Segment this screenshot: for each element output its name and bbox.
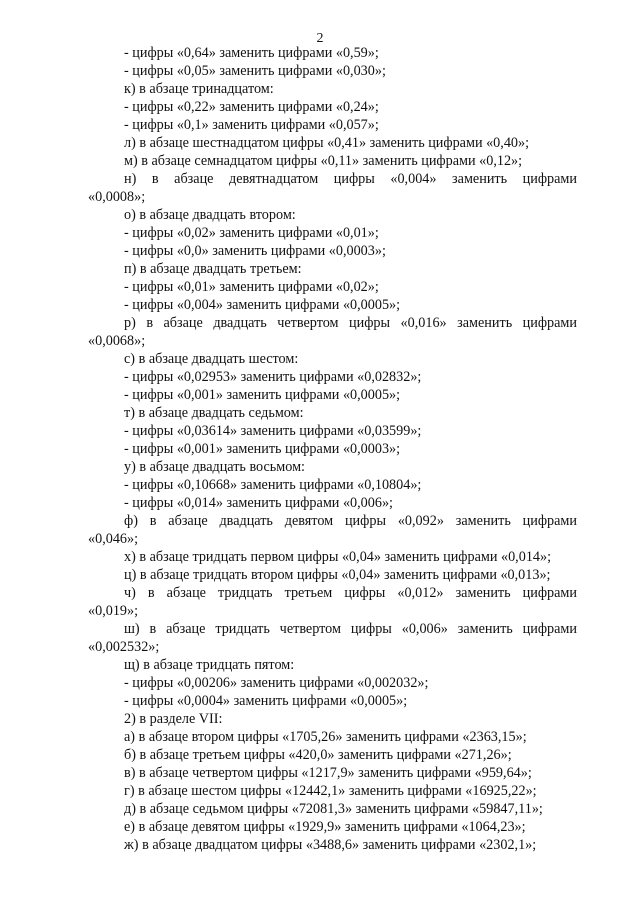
paragraph-line: - цифры «0,014» заменить цифрами «0,006»; xyxy=(124,495,393,511)
paragraph-line: х) в абзаце тридцать первом цифры «0,04» заменить цифрами «0,014»; xyxy=(124,549,552,565)
paragraph-line: г) в абзаце шестом цифры «12442,1» заменить цифрами «16925,22»; xyxy=(124,783,537,799)
paragraph-line: - цифры «0,02» заменить цифрами «0,01»; xyxy=(124,225,379,241)
paragraph-line: - цифры «0,001» заменить цифрами «0,0005»; xyxy=(124,387,401,403)
paragraph-line: - цифры «0,004» заменить цифрами «0,0005»; xyxy=(124,297,401,313)
paragraph-line: - цифры «0,03614» заменить цифрами «0,03599»; xyxy=(124,423,422,439)
paragraph-line: м) в абзаце семнадцатом цифры «0,11» заменить цифрами «0,12»; xyxy=(124,153,523,169)
paragraph-line: - цифры «0,64» заменить цифрами «0,59»; xyxy=(124,45,379,61)
paragraph-continuation-line: «0,002532»; xyxy=(88,639,160,655)
paragraph-line: у) в абзаце двадцать восьмом: xyxy=(124,459,305,475)
paragraph-line: л) в абзаце шестнадцатом цифры «0,41» заменить цифрами «0,40»; xyxy=(124,135,530,151)
paragraph-line: с) в абзаце двадцать шестом: xyxy=(124,351,299,367)
paragraph-line: - цифры «0,05» заменить цифрами «0,030»; xyxy=(124,63,386,79)
paragraph-line: - цифры «0,001» заменить цифрами «0,0003»; xyxy=(124,441,401,457)
paragraph-line: б) в абзаце третьем цифры «420,0» заменить цифрами «271,26»; xyxy=(124,747,512,763)
paragraph-line: в) в абзаце четвертом цифры «1217,9» заменить цифрами «959,64»; xyxy=(124,765,532,781)
paragraph-line: о) в абзаце двадцать втором: xyxy=(124,207,296,223)
paragraph-line: - цифры «0,02953» заменить цифрами «0,02832»; xyxy=(124,369,422,385)
paragraph-line: - цифры «0,10668» заменить цифрами «0,10804»; xyxy=(124,477,422,493)
paragraph-line: ч) в абзаце тридцать третьем цифры «0,012» заменить цифрами xyxy=(124,585,577,601)
paragraph-line: а) в абзаце втором цифры «1705,26» заменить цифрами «2363,15»; xyxy=(124,729,527,745)
paragraph-line: 2) в разделе VII: xyxy=(124,711,223,727)
paragraph-continuation-line: «0,046»; xyxy=(88,531,139,547)
paragraph-line: - цифры «0,0004» заменить цифрами «0,0005»; xyxy=(124,693,408,709)
paragraph-line: щ) в абзаце тридцать пятом: xyxy=(124,657,295,673)
paragraph-line: ж) в абзаце двадцатом цифры «3488,6» заменить цифрами «2302,1»; xyxy=(124,837,537,853)
paragraph-line: ф) в абзаце двадцать девятом цифры «0,092» заменить цифрами xyxy=(124,513,577,529)
page-number: 2 xyxy=(316,31,324,46)
paragraph-line: к) в абзаце тринадцатом: xyxy=(124,81,274,97)
paragraph-continuation-line: «0,019»; xyxy=(88,603,139,619)
paragraph-line: н) в абзаце девятнадцатом цифры «0,004» заменить цифрами xyxy=(124,171,577,187)
paragraph-line: ш) в абзаце тридцать четвертом цифры «0,006» заменить цифрами xyxy=(124,621,577,637)
paragraph-line: - цифры «0,22» заменить цифрами «0,24»; xyxy=(124,99,379,115)
paragraph-line: - цифры «0,00206» заменить цифрами «0,002032»; xyxy=(124,675,429,691)
paragraph-line: - цифры «0,1» заменить цифрами «0,057»; xyxy=(124,117,379,133)
paragraph-line: р) в абзаце двадцать четвертом цифры «0,016» заменить цифрами xyxy=(124,315,577,331)
paragraph-line: п) в абзаце двадцать третьем: xyxy=(124,261,302,277)
paragraph-line: ц) в абзаце тридцать втором цифры «0,04» заменить цифрами «0,013»; xyxy=(124,567,551,583)
paragraph-line: е) в абзаце девятом цифры «1929,9» заменить цифрами «1064,23»; xyxy=(124,819,526,835)
paragraph-continuation-line: «0,0068»; xyxy=(88,333,146,349)
paragraph-line: д) в абзаце седьмом цифры «72081,3» заменить цифрами «59847,11»; xyxy=(124,801,543,817)
paragraph-line: т) в абзаце двадцать седьмом: xyxy=(124,405,304,421)
paragraph-line: - цифры «0,0» заменить цифрами «0,0003»; xyxy=(124,243,386,259)
document-body xyxy=(88,44,577,854)
paragraph-continuation-line: «0,0008»; xyxy=(88,189,146,205)
paragraph-line: - цифры «0,01» заменить цифрами «0,02»; xyxy=(124,279,379,295)
